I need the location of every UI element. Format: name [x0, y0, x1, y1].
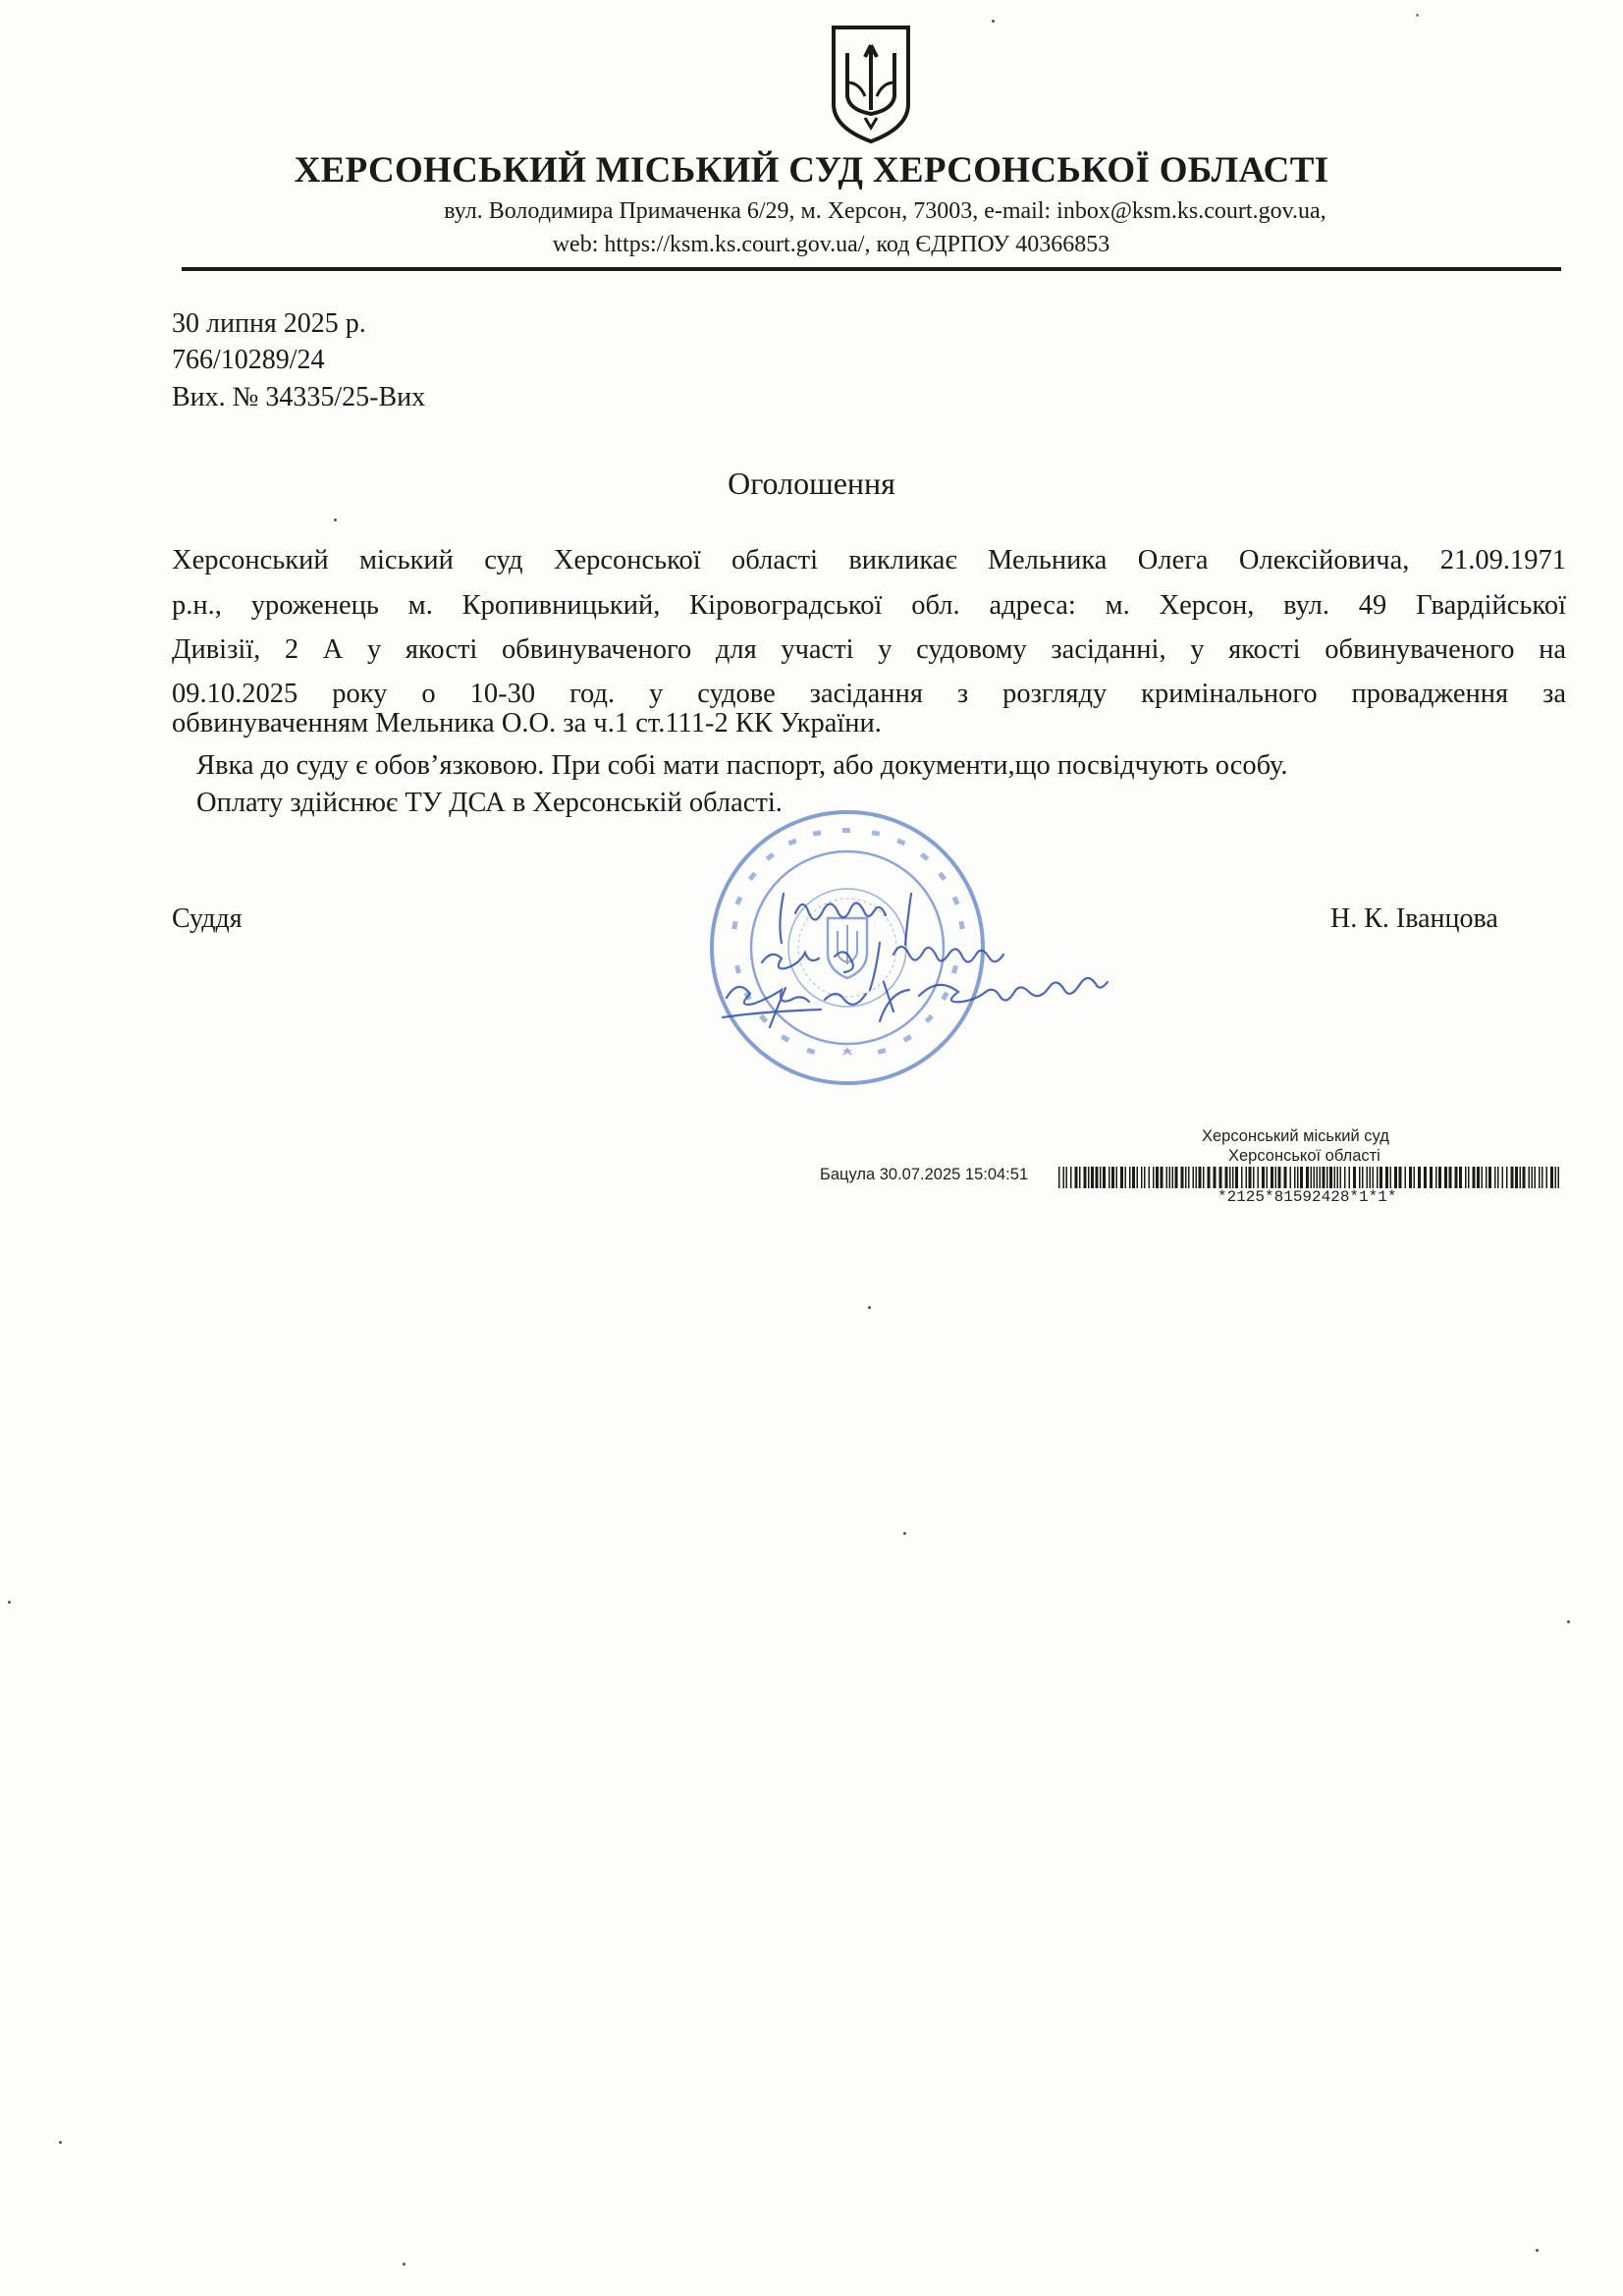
body-line: р.н., уроженець м. Кропивницький, Кіровоградської обл. адреса: м. Херсон, вул. 49 Гвардійської — [172, 590, 1566, 621]
barcode-bar — [1542, 1167, 1543, 1188]
barcode-bar — [1373, 1167, 1375, 1188]
barcode-bar — [1070, 1167, 1072, 1188]
barcode-bar — [1409, 1167, 1412, 1188]
barcode-bar — [1253, 1167, 1255, 1188]
barcode-bar — [1465, 1167, 1467, 1188]
scan-speck — [1536, 2249, 1539, 2252]
court-address: вул. Володимира Примаченка 6/29, м. Херсон, 73003, e-mail: inbox@ksm.ks.court.gov.ua, — [444, 198, 1326, 224]
scan-speck — [59, 2141, 62, 2144]
court-web-and-code: web: https://ksm.ks.court.gov.ua/, код ЄДРПОУ 40366853 — [552, 232, 1110, 257]
scan-speck — [903, 1532, 906, 1535]
barcode-bar — [1449, 1167, 1452, 1188]
outgoing-number: Вих. № 34335/25-Вих — [172, 382, 426, 412]
barcode-bar — [1161, 1167, 1163, 1188]
barcode-bar — [1172, 1167, 1174, 1188]
barcode-bar — [1380, 1167, 1382, 1188]
barcode-bar — [1340, 1167, 1342, 1188]
barcode-bar — [1546, 1167, 1548, 1188]
barcode-bar — [1262, 1167, 1265, 1188]
barcode-bar — [1367, 1167, 1369, 1188]
barcode-bar — [1232, 1167, 1234, 1188]
barcode-bar — [1550, 1167, 1553, 1188]
body-line: обвинуваченням Мельника О.О. за ч.1 ст.111-2 КК України. — [172, 708, 882, 738]
barcode-bar — [1175, 1167, 1178, 1188]
barcode-bar — [1188, 1167, 1190, 1188]
barcode-bar — [1091, 1167, 1094, 1188]
barcode-bar — [1459, 1167, 1462, 1188]
barcode-bar — [1229, 1167, 1231, 1188]
barcode-bar — [1444, 1167, 1447, 1188]
barcode-bar — [1141, 1167, 1143, 1188]
court-title: ХЕРСОНСЬКИЙ МІСЬКИЙ СУД ХЕРСОНСЬКОЇ ОБЛАСТІ — [294, 150, 1329, 191]
barcode-bar — [1196, 1167, 1198, 1188]
barcode-bar — [1103, 1167, 1106, 1188]
body-line: Херсонський міський суд Херсонської області викликає Мельника Олега Олексійовича, 21.09.1971 — [172, 545, 1566, 575]
barcode-bar — [1399, 1167, 1402, 1188]
barcode-bar — [1488, 1167, 1491, 1188]
barcode-bar — [1109, 1167, 1110, 1188]
barcode-bar — [1370, 1167, 1372, 1188]
barcode-bar — [1390, 1167, 1392, 1188]
barcode — [1058, 1167, 1561, 1188]
barcode-bar — [1535, 1167, 1537, 1188]
barcode-bar — [1271, 1167, 1273, 1188]
barcode-bar — [1323, 1167, 1325, 1188]
barcode-bar — [1334, 1167, 1336, 1188]
barcode-bar — [1214, 1167, 1217, 1188]
barcode-bar — [1473, 1167, 1476, 1188]
barcode-bar — [1149, 1167, 1151, 1188]
barcode-bar — [1337, 1167, 1339, 1188]
barcode-bar — [1349, 1167, 1351, 1188]
scan-speck — [8, 1601, 11, 1604]
attendance-paragraph: Явка до суду є обов’язковою. При собі мати паспорт, або документи,що посвідчують особу. — [196, 750, 1288, 781]
barcode-bar — [1502, 1167, 1504, 1188]
barcode-bar — [1424, 1167, 1427, 1188]
barcode-bar — [1468, 1167, 1470, 1188]
barcode-bar — [1555, 1167, 1557, 1188]
barcode-bar — [1084, 1167, 1087, 1188]
body-line: 09.10.2025 року о 10-30 год. у судове засідання з розгляду кримінального провадження за — [172, 679, 1566, 709]
document-title: Оголошення — [728, 465, 895, 501]
case-number: 766/10289/24 — [172, 345, 325, 375]
barcode-bar — [1120, 1167, 1123, 1188]
barcode-bar — [1116, 1167, 1118, 1188]
barcode-bar — [1511, 1167, 1514, 1188]
barcode-bar — [1353, 1167, 1356, 1188]
barcode-bar — [1329, 1167, 1332, 1188]
barcode-bar — [1482, 1167, 1484, 1188]
barcode-bar — [1235, 1167, 1238, 1188]
barcode-bar — [1394, 1167, 1397, 1188]
barcode-bar — [1486, 1167, 1488, 1188]
barcode-bar — [1317, 1167, 1319, 1188]
barcode-bar — [1111, 1167, 1114, 1188]
barcode-bar — [1523, 1167, 1526, 1188]
barcode-bar — [1359, 1167, 1361, 1188]
barcode-bar — [1063, 1167, 1065, 1188]
barcode-bar — [1225, 1167, 1228, 1188]
body-line: Дивізії, 2 А у якості обвинуваченого для участі у судовому засіданні, у якості обвинуваченого на — [172, 634, 1566, 665]
barcode-bar — [1100, 1167, 1102, 1188]
scan-speck — [1416, 14, 1419, 17]
barcode-bar — [1435, 1167, 1437, 1188]
scan-speck — [334, 519, 337, 521]
barcode-bar — [1385, 1167, 1388, 1188]
handwritten-signature — [687, 874, 1198, 1051]
barcode-bar — [1241, 1167, 1243, 1188]
barcode-bar — [1438, 1167, 1441, 1188]
barcode-bar — [1156, 1167, 1159, 1188]
barcode-bar — [1377, 1167, 1379, 1188]
barcode-bar — [1520, 1167, 1522, 1188]
barcode-bar — [1125, 1167, 1127, 1188]
judge-name: Н. К. Іванцова — [1330, 903, 1498, 934]
barcode-bar — [1294, 1167, 1296, 1188]
barcode-bar — [1185, 1167, 1187, 1188]
barcode-bar — [1203, 1167, 1205, 1188]
barcode-bar — [1539, 1167, 1541, 1188]
payment-paragraph: Оплату здійснює ТУ ДСА в Херсонській області. — [196, 788, 783, 818]
barcode-bar — [1096, 1167, 1099, 1188]
barcode-bar — [1455, 1167, 1458, 1188]
barcode-bar — [1181, 1167, 1184, 1188]
barcode-bar — [1414, 1167, 1416, 1188]
barcode-bar — [1278, 1167, 1281, 1188]
barcode-bar — [1258, 1167, 1260, 1188]
barcode-bar — [1066, 1167, 1068, 1188]
barcode-bar — [1290, 1167, 1292, 1188]
barcode-bar — [1129, 1167, 1131, 1188]
barcode-bar — [1088, 1167, 1090, 1188]
barcode-bar — [1529, 1167, 1531, 1188]
scan-speck — [868, 1306, 871, 1309]
barcode-bar — [1267, 1167, 1269, 1188]
barcode-bar — [1297, 1167, 1299, 1188]
trident-coat-of-arms-icon — [828, 24, 914, 145]
barcode-bar — [1306, 1167, 1309, 1188]
barcode-bar — [1137, 1167, 1139, 1188]
barcode-bar — [1169, 1167, 1171, 1188]
barcode-bar — [1132, 1167, 1135, 1188]
barcode-bar — [1153, 1167, 1155, 1188]
document-date: 30 липня 2025 р. — [172, 308, 366, 339]
barcode-bar — [1208, 1167, 1211, 1188]
barcode-bar — [1058, 1167, 1060, 1188]
barcode-bar — [1314, 1167, 1316, 1188]
barcode-bar — [1284, 1167, 1287, 1188]
barcode-bar — [1249, 1167, 1252, 1188]
barcode-bar — [1418, 1167, 1421, 1188]
barcode-bar — [1199, 1167, 1202, 1188]
scan-speck — [1567, 1620, 1570, 1623]
barcode-bar — [1477, 1167, 1480, 1188]
barcode-bar — [1320, 1167, 1322, 1188]
barcode-bar — [1275, 1167, 1277, 1188]
header-divider — [182, 267, 1561, 271]
barcode-bar — [1430, 1167, 1433, 1188]
barcode-bar — [1246, 1167, 1248, 1188]
registration-org-line1: Херсонський міський суд — [1202, 1127, 1389, 1145]
barcode-bar — [1079, 1167, 1081, 1188]
barcode-bar — [1300, 1167, 1303, 1188]
scan-speck — [992, 20, 995, 23]
barcode-bar — [1193, 1167, 1195, 1188]
barcode-bar — [1497, 1167, 1499, 1188]
barcode-bar — [1144, 1167, 1146, 1188]
registration-code: *2125*81592428*1*1* — [1217, 1188, 1397, 1206]
registration-org-line2: Херсонської області — [1228, 1147, 1380, 1165]
barcode-bar — [1405, 1167, 1407, 1188]
barcode-bar — [1558, 1167, 1560, 1188]
barcode-bar — [1075, 1167, 1078, 1188]
barcode-bar — [1362, 1167, 1364, 1188]
barcode-bar — [1532, 1167, 1534, 1188]
barcode-bar — [1515, 1167, 1518, 1188]
barcode-bar — [1326, 1167, 1328, 1188]
scan-speck — [403, 2263, 406, 2266]
barcode-bar — [1166, 1167, 1168, 1188]
judge-position: Суддя — [172, 903, 243, 934]
barcode-bar — [1344, 1167, 1346, 1188]
registration-stamp: Бацула 30.07.2025 15:04:51 — [820, 1166, 1029, 1183]
barcode-bar — [1506, 1167, 1508, 1188]
barcode-bar — [1219, 1167, 1222, 1188]
barcode-bar — [1311, 1167, 1313, 1188]
barcode-bar — [1494, 1167, 1496, 1188]
